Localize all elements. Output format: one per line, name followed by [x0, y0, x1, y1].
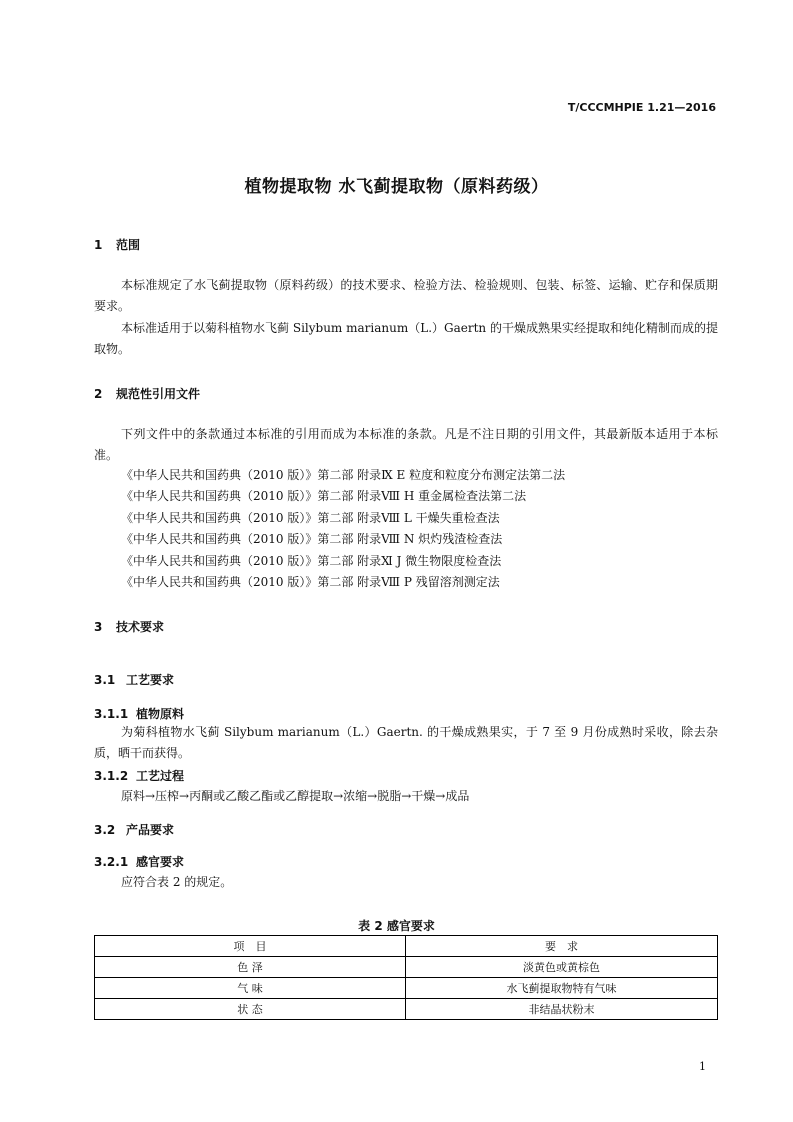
reference-item: 《中华人民共和国药典（2010 版）》第二部 附录Ⅷ L 干燥失重检查法: [121, 511, 500, 525]
section-title: 规范性引用文件: [116, 387, 201, 401]
scope-paragraph-2: 本标准适用于以菊科植物水飞蓟 Silybum marianum（L.）Gaertn 的干燥成熟果实经提取和纯化精制而成的提取物。: [94, 321, 718, 356]
table-header-row: [95, 936, 718, 957]
section-3-1-heading: [94, 671, 174, 688]
table-row: [95, 957, 718, 978]
table-cell: 色 泽: [95, 957, 406, 978]
section-number: 3.2: [94, 823, 116, 837]
section-title: 植物原料: [136, 707, 185, 721]
section-3-heading: [94, 618, 164, 635]
table-row: [95, 978, 718, 999]
section-1-heading: [94, 236, 140, 253]
section-3-2-1-heading: [94, 853, 184, 870]
table-cell: 气 味: [95, 978, 406, 999]
document-code: T/CCCMHPIE 1.21—2016: [567, 101, 716, 114]
section-title: 范围: [116, 238, 141, 252]
section-number: 3.1.1: [94, 707, 129, 721]
section-number: 1: [94, 238, 103, 252]
section-title: 工艺过程: [136, 769, 185, 783]
reference-item: 《中华人民共和国药典（2010 版）》第二部 附录Ⅸ E 粒度和粒度分布测定法第二法: [121, 468, 566, 482]
plant-material-paragraph: 为菊科植物水飞蓟 Silybum marianum（L.）Gaertn. 的干燥成熟果实，于 7 至 9 月份成熟时采收，除去杂质，晒干而获得。: [94, 725, 718, 760]
document-title: 植物提取物 水飞蓟提取物（原料药级）: [244, 177, 549, 197]
section-3-2-heading: [94, 821, 174, 838]
table-cell: 水飞蓟提取物特有气味: [406, 978, 718, 999]
section-3-1-1-heading: [94, 705, 184, 722]
table-cell: 状 态: [95, 999, 406, 1020]
reference-item: 《中华人民共和国药典（2010 版）》第二部 附录Ⅷ H 重金属检查法第二法: [121, 489, 527, 503]
table-cell: 淡黄色或黄棕色: [406, 957, 718, 978]
section-number: 3.1: [94, 673, 116, 687]
sensory-requirement-text: 应符合表 2 的规定。: [121, 875, 233, 889]
table-row: [95, 999, 718, 1020]
table-header-cell: 要 求: [406, 936, 718, 957]
table-caption: 表 2 感官要求: [358, 919, 435, 933]
section-number: 2: [94, 387, 103, 401]
section-2-heading: [94, 385, 200, 402]
table-cell: 非结晶状粉末: [406, 999, 718, 1020]
section-3-1-2-heading: [94, 767, 184, 784]
section-title: 工艺要求: [126, 673, 175, 687]
section-title: 技术要求: [116, 620, 165, 634]
section-number: 3: [94, 620, 103, 634]
table-header-cell: 项 目: [95, 936, 406, 957]
scope-paragraph-1: 本标准规定了水飞蓟提取物（原料药级）的技术要求、检验方法、检验规则、包装、标签、运输、贮存和保质期要求。: [94, 278, 718, 313]
reference-item: 《中华人民共和国药典（2010 版）》第二部 附录Ⅺ J 微生物限度检查法: [121, 554, 502, 568]
section-title: 感官要求: [136, 855, 185, 869]
section-number: 3.2.1: [94, 855, 129, 869]
sensory-requirements-table: [94, 935, 718, 1020]
section-number: 3.1.2: [94, 769, 129, 783]
reference-item: 《中华人民共和国药典（2010 版）》第二部 附录Ⅷ N 炽灼残渣检查法: [121, 532, 503, 546]
reference-item: 《中华人民共和国药典（2010 版）》第二部 附录Ⅷ P 残留溶剂测定法: [121, 575, 500, 589]
section-title: 产品要求: [126, 823, 175, 837]
process-flow-text: 原料→压榨→丙酮或乙酸乙酯或乙醇提取→浓缩→脱脂→干燥→成品: [121, 789, 470, 803]
references-intro: 下列文件中的条款通过本标准的引用而成为本标准的条款。凡是不注日期的引用文件，其最新版本适用于本标准。: [94, 427, 718, 462]
page-number: 1: [699, 1060, 706, 1073]
